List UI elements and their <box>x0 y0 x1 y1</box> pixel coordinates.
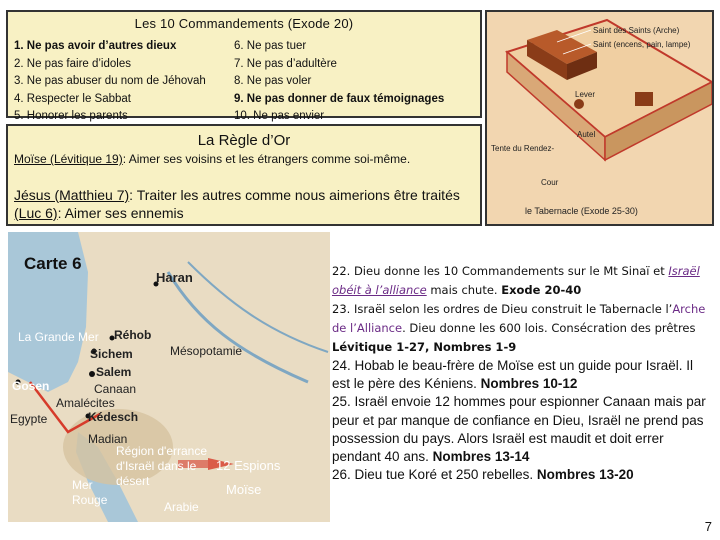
golden-rule-jesus <box>14 186 484 222</box>
map-carte-6 <box>8 232 330 522</box>
moise-reference: Moïse (Lévitique 19) <box>14 152 123 166</box>
tabernacle-illustration <box>485 10 714 226</box>
map-label-grande-mer: La Grande Mer <box>18 330 99 344</box>
commandments-title: Les 10 Commandements (Exode 20) <box>134 16 354 31</box>
jesus-reference: Jésus (Matthieu 7) <box>14 187 130 203</box>
moise-text: : Aimer ses voisins et les étrangers comme soi-même. <box>122 152 411 166</box>
map-title: Carte 6 <box>24 254 82 273</box>
map-label-moise: Moïse <box>226 482 262 497</box>
map-label-gosen: Gosen <box>12 379 50 393</box>
jesus-text: : Traiter les autres comme nous aimerions être traités <box>129 187 460 203</box>
map-label-sichem: Sichem <box>90 347 133 361</box>
story-item-22 <box>332 262 714 300</box>
commandments-box <box>6 10 482 122</box>
map-label-salem: Salem <box>96 365 132 379</box>
map-label-rehob: Réhob <box>114 328 152 342</box>
story-item-26 <box>332 466 714 484</box>
map-label-kedesch: Kédesch <box>88 410 139 424</box>
golden-rule-moise <box>14 152 474 166</box>
page-number: 7 <box>704 519 712 534</box>
map-label-mer-rouge: Mer Rouge <box>72 478 108 507</box>
commandment-item: 4. Respecter le Sabbat <box>14 92 131 105</box>
arche-text: Arche de l’Alliance <box>332 302 706 335</box>
commandment-item: 2. Ne pas faire d’idoles <box>14 57 131 70</box>
tabernacle-label-tent: Tente du Rendez- <box>491 144 555 153</box>
story-ref-26: Nombres 13-20 <box>536 467 634 483</box>
commandment-item: 8. Ne pas voler <box>234 75 312 87</box>
commandments-right-column <box>234 38 444 126</box>
story-text-23: 23. Israël selon les ordres de Dieu construit le Tabernacle l’ <box>332 302 673 316</box>
story-text-22b: mais chute. <box>426 283 502 297</box>
alliance-link[interactable]: Israël obéit à l’alliance <box>332 264 700 297</box>
map-label-madian: Madian <box>88 432 128 446</box>
story-ref-24: Nombres 10-12 <box>480 376 578 392</box>
story-item-25 <box>332 393 714 466</box>
tabernacle-label-holy-of-holies: Saint des Saints (Arche) <box>593 26 680 35</box>
story-text-22: 22. Dieu donne les 10 Commandements sur le Mt Sinaï et <box>332 264 669 278</box>
story-item-23 <box>332 300 714 357</box>
jesus-text-2: : Aimer ses ennemis <box>57 205 184 221</box>
map-label-espions: 12 Espions <box>216 458 281 473</box>
story-ref-22: Exode 20-40 <box>501 283 582 297</box>
story-text-23b: . Dieu donne les 600 lois. Consécration des prêtres <box>402 321 696 335</box>
story-text-26: 26. Dieu tue Koré et 250 rebelles. <box>332 467 537 483</box>
story-text-25: 25. Israël envoie 12 hommes pour espionner Canaan mais par peur et par manque de confiance en Dieu, Israël ne prend pas possession du pays. Alors Israël est maudit et doit errer pendant 40 ans. <box>332 394 706 465</box>
commandments-left-column <box>14 38 206 126</box>
story-text-24: 24. Hobab le beau-frère de Moïse est un guide pour Israël. Il est le père des Kéniens. <box>332 358 693 392</box>
tabernacle-label-holy-place: Saint (encens, pain, lampe) <box>593 40 691 49</box>
commandment-item: 5. Honorer les parents <box>14 110 128 122</box>
map-label-egypte: Egypte <box>10 412 48 426</box>
map-label-amalecites: Amalécites <box>56 396 115 410</box>
commandment-item: 3. Ne pas abuser du nom de Jéhovah <box>14 75 206 87</box>
map-label-region: Région d'errance d'Israël dans le désert <box>116 444 208 488</box>
map-label-arabie: Arabie <box>164 500 199 514</box>
map-label-canaan: Canaan <box>94 382 137 396</box>
commandment-item: 1. Ne pas avoir d’autres dieux <box>14 40 177 52</box>
commandment-item: 7. Ne pas d’adultère <box>234 57 337 70</box>
map-label-haran: Haran <box>156 270 193 285</box>
story-text <box>332 262 714 484</box>
tabernacle-label-laver: Lever <box>575 90 596 99</box>
commandment-item: 6. Ne pas tuer <box>234 40 307 52</box>
map-label-mesopotamie: Mésopotamie <box>170 344 243 358</box>
luc-reference: (Luc 6) <box>14 205 58 221</box>
story-ref-23: Lévitique 1-27, Nombres 1-9 <box>332 340 517 354</box>
golden-rule-title: La Règle d’Or <box>197 132 291 149</box>
commandment-item: 10. Ne pas envier <box>234 110 325 122</box>
golden-rule-box <box>6 124 482 226</box>
tabernacle-caption: le Tabernacle (Exode 25-30) <box>525 206 638 216</box>
tabernacle-label-altar: Autel <box>577 130 596 139</box>
tabernacle-label-court: Cour <box>541 178 559 187</box>
story-item-24 <box>332 357 714 393</box>
story-ref-25: Nombres 13-14 <box>432 449 530 465</box>
commandment-item: 9. Ne pas donner de faux témoignages <box>234 92 445 105</box>
